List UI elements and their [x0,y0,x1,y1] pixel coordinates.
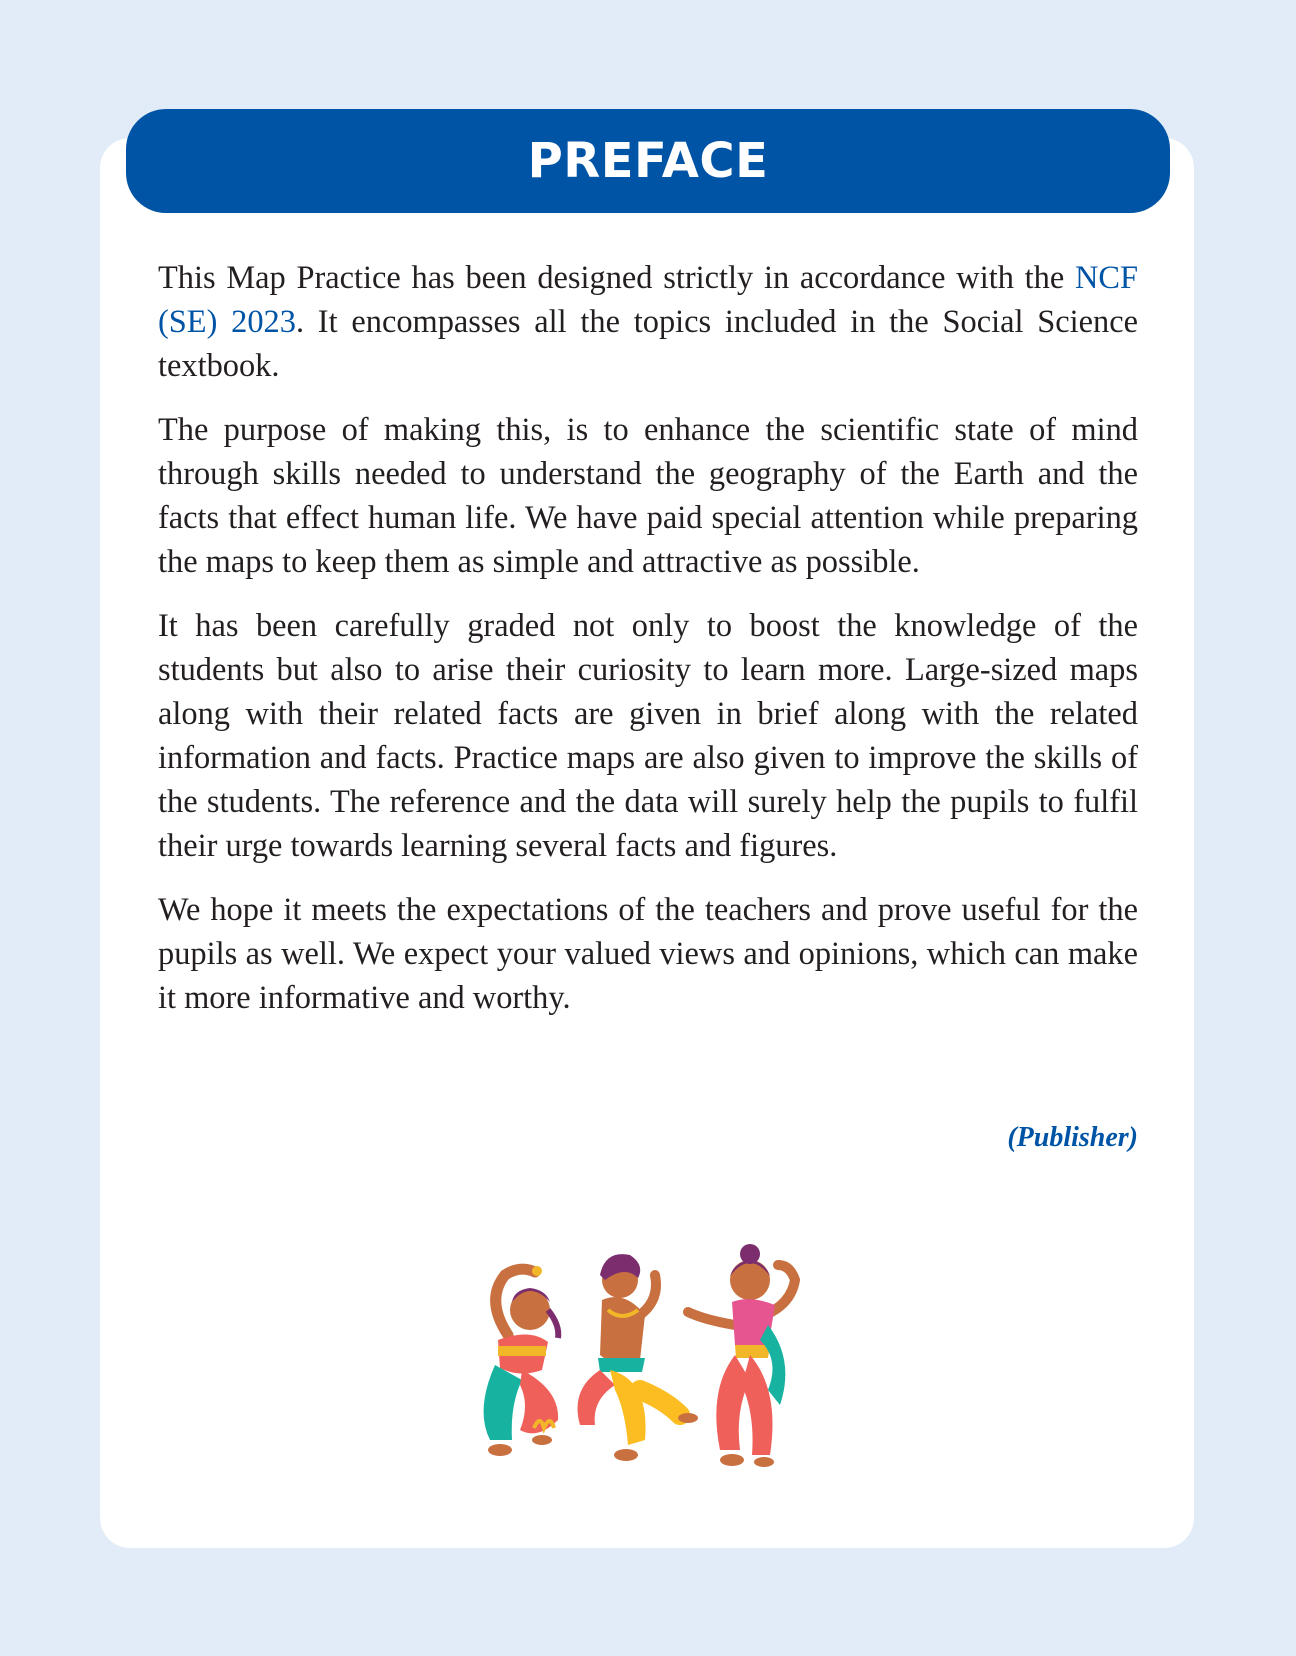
preface-body [158,256,1138,1040]
paragraph-1-before: This Map Practice has been designed strictly in accordance with the [158,260,1075,296]
paragraph-2: The purpose of making this, is to enhance the scientific state of mind through skills needed to understand the geography of the Earth and the facts that effect human life. We have paid special attention while preparing the maps to keep them as simple and attractive as possible. [158,412,1138,580]
dancer-boy-middle-icon [578,1254,699,1461]
dancer-girl-right-icon [688,1244,795,1467]
paragraph-3: It has been carefully graded not only to boost the knowledge of the students but also to arise their curiosity to learn more. Large-sized maps along with their related facts are given in brief along with the related information and facts. Practice maps are also given to improve the skills of the students. The reference and the data will surely help the pupils to fulfil their urge towards learning several facts and figures. [158,608,1138,864]
ncf-reference: NCF (SE) 2023 [158,260,1138,340]
paragraph-4: We hope it meets the expectations of the teachers and prove useful for the pupils as well. We expect your valued views and opinions, which can make it more informative and worthy. [158,892,1138,1016]
title-banner [126,109,1170,213]
publisher-signature: (Publisher) [1007,1122,1138,1153]
dancer-girl-left-icon [484,1266,559,1456]
paragraph-1-after: . It encompasses all the topics included in the Social Science textbook. [158,304,1138,384]
dancers-illustration [450,1240,850,1500]
paragraph-1 [158,256,1138,388]
page-title: PREFACE [527,133,769,189]
